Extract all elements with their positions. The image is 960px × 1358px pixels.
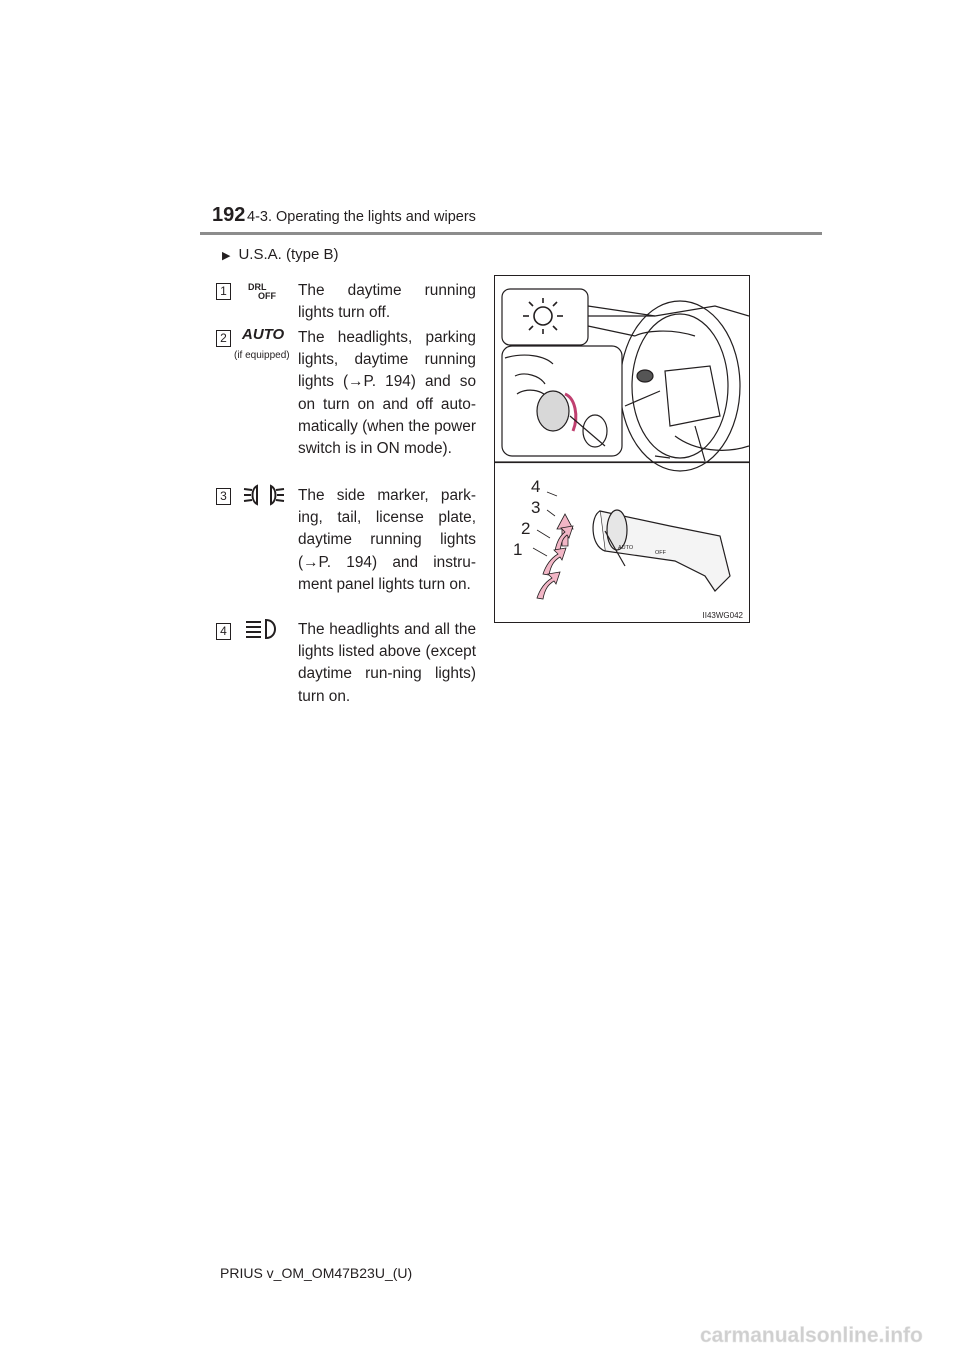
section-title: 4-3. Operating the lights and wipers [247,209,476,225]
drl-text: DRL [248,282,267,292]
footer-document-id: PRIUS v_OM_OM47B23U_(U) [220,1265,413,1281]
variant-heading [222,246,339,263]
parking-lights-icon [243,483,285,507]
drl-off-icon [248,282,284,302]
item-description-1: The daytime running lights turn off. [298,282,476,322]
item-description-2: The headlights, parking lights, daytime running lights (→P. 194) and so on turn on and off auto-matically (when the power switch is in ON mode). [298,329,476,458]
callout-4: 4 [531,477,541,496]
variant-label: U.S.A. (type B) [238,246,339,263]
callout-2: 2 [521,519,531,538]
item-number-4: 4 [216,623,231,640]
switch-label-off: OFF [655,550,666,556]
off-text: OFF [258,291,276,301]
page-number: 192 [212,204,246,226]
item-number-2: 2 [216,330,231,347]
header-rule [200,232,822,235]
if-equipped-note: (if equipped) [234,350,290,361]
headlight-switch-illustration [494,275,750,623]
watermark-logo [700,1318,950,1352]
illustration-drawing [495,276,749,622]
auto-icon: AUTO [242,326,285,343]
callout-3: 3 [531,498,541,517]
item-description-3: The side marker, park-ing, tail, license plate, daytime running lights (→P. 194) and instru-ment panel lights turn on. [298,487,476,593]
switch-label-auto: AUTO [618,545,634,551]
item-description-4: The headlights and all the lights listed above (except daytime run-ning lights) turn on. [298,621,476,705]
item-number-3: 3 [216,488,231,505]
headlight-icon [244,617,284,641]
svg-text:carmanualsonline.info: carmanualsonline.info [700,1324,923,1347]
callout-1: 1 [513,540,523,559]
triangle-bullet-icon: ▶ [222,250,231,262]
figure-code: II43WG042 [702,611,743,620]
item-number-1: 1 [216,283,231,300]
